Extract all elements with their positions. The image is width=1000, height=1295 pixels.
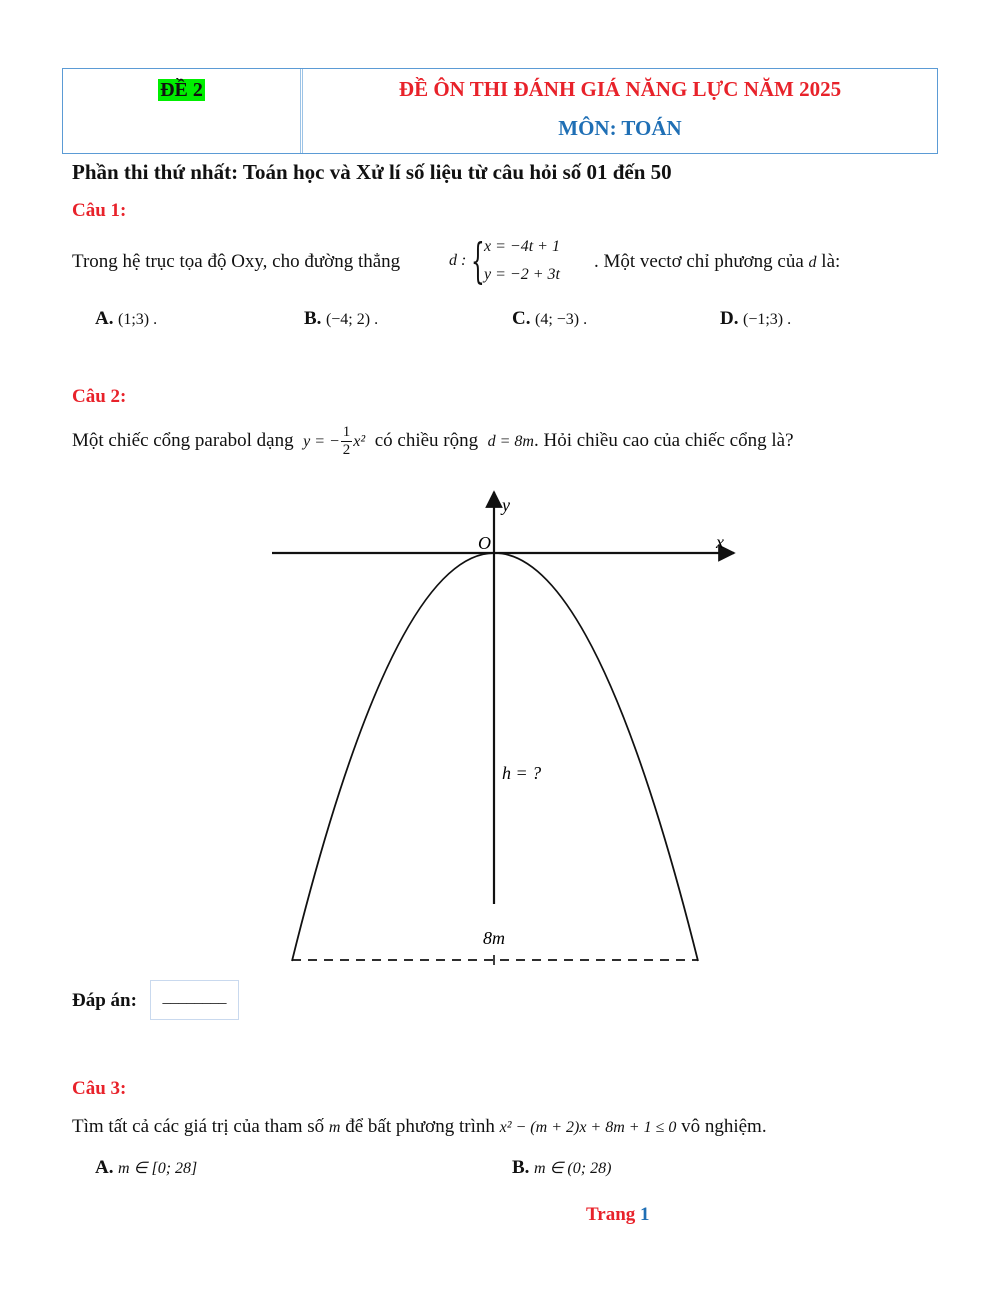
height-label: h = ? — [502, 763, 542, 783]
q1-equation-1: x = −4t + 1 — [484, 238, 560, 255]
answer-label: Đáp án: — [72, 990, 137, 1011]
exam-header — [62, 68, 938, 154]
exam-code: ĐỀ 2 — [160, 79, 203, 101]
q3-option-a[interactable]: A. m ∈ [0; 28] — [95, 1157, 198, 1178]
q3-inequality: x² − (m + 2)x + 8m + 1 ≤ 0 — [499, 1119, 677, 1136]
question-1-text-after — [594, 251, 840, 273]
q1-equation-2: y = −2 + 3t — [484, 266, 560, 283]
q3-text-mid: để bất phương trình — [345, 1116, 495, 1137]
y-axis-label: y — [502, 495, 510, 515]
exam-title-part-2: ĐÁNH GIÁ NĂNG LỰC NĂM 2025 — [513, 77, 842, 101]
q2-fraction: $\frac{1}{2}$ — [342, 424, 351, 458]
q1-text-after: . Một vectơ chỉ phương của — [594, 251, 804, 272]
q1-option-b[interactable]: B. (−4; 2) . — [304, 308, 379, 329]
q1-option-c[interactable]: C. (4; −3) . — [512, 308, 588, 329]
brace-icon: { — [471, 233, 485, 289]
q3-m: m — [328, 1119, 341, 1136]
q2-text-before: Một chiếc cổng parabol dạng — [72, 429, 294, 451]
part-title: Phần thi thứ nhất: Toán học và Xử lí số liệu từ câu hỏi số 01 đến 50 — [72, 160, 672, 184]
exam-title-part-1: ĐỀ ÔN THI — [398, 77, 509, 101]
q3-option-b[interactable]: B. m ∈ (0; 28) — [512, 1157, 612, 1178]
footer-page-number: 1 — [640, 1204, 650, 1225]
q2-text-mid: có chiều rộng — [374, 429, 479, 451]
exam-subject: MÔN: TOÁN — [558, 116, 682, 140]
q1-option-d[interactable]: D. (−1;3) . — [720, 308, 792, 329]
q2-eq-left: y = − — [303, 432, 340, 450]
q3-text-before: Tìm tất cả các giá trị của tham số — [72, 1116, 325, 1137]
origin-label: O — [478, 533, 491, 553]
page-footer — [586, 1204, 650, 1226]
question-1-label: Câu 1: — [72, 200, 127, 221]
q1-d-label: d : — [449, 252, 467, 269]
q1-text-before: Trong hệ trục tọa độ Oxy, cho đường thẳng — [72, 251, 401, 272]
question-3-label: Câu 3: — [72, 1078, 127, 1099]
q1-d: d — [808, 254, 817, 271]
width-label: 8m — [483, 928, 505, 948]
question-1-text — [72, 251, 400, 273]
footer-page-word: Trang — [586, 1204, 636, 1225]
q1-equation-system — [449, 233, 599, 290]
parabola-gate-figure — [262, 484, 752, 968]
q1-option-a[interactable]: A. (1;3) . — [95, 308, 158, 329]
question-2-label: Câu 2: — [72, 386, 127, 407]
question-2-text — [72, 424, 794, 459]
exam-title-cell — [303, 69, 937, 153]
exam-code-cell — [63, 69, 303, 153]
x-axis-label: x — [716, 532, 724, 552]
q2-width-eq: d = 8m — [487, 432, 534, 450]
q3-text-after: vô nghiệm. — [681, 1116, 767, 1137]
question-3-text — [72, 1116, 767, 1138]
answer-input[interactable]: ________ — [150, 980, 239, 1020]
q2-eq-right: x² — [353, 432, 366, 450]
q2-text-after: . Hỏi chiều cao của chiếc cổng là? — [533, 429, 794, 451]
exam-title — [303, 77, 937, 101]
q1-text-end: là: — [821, 251, 841, 272]
